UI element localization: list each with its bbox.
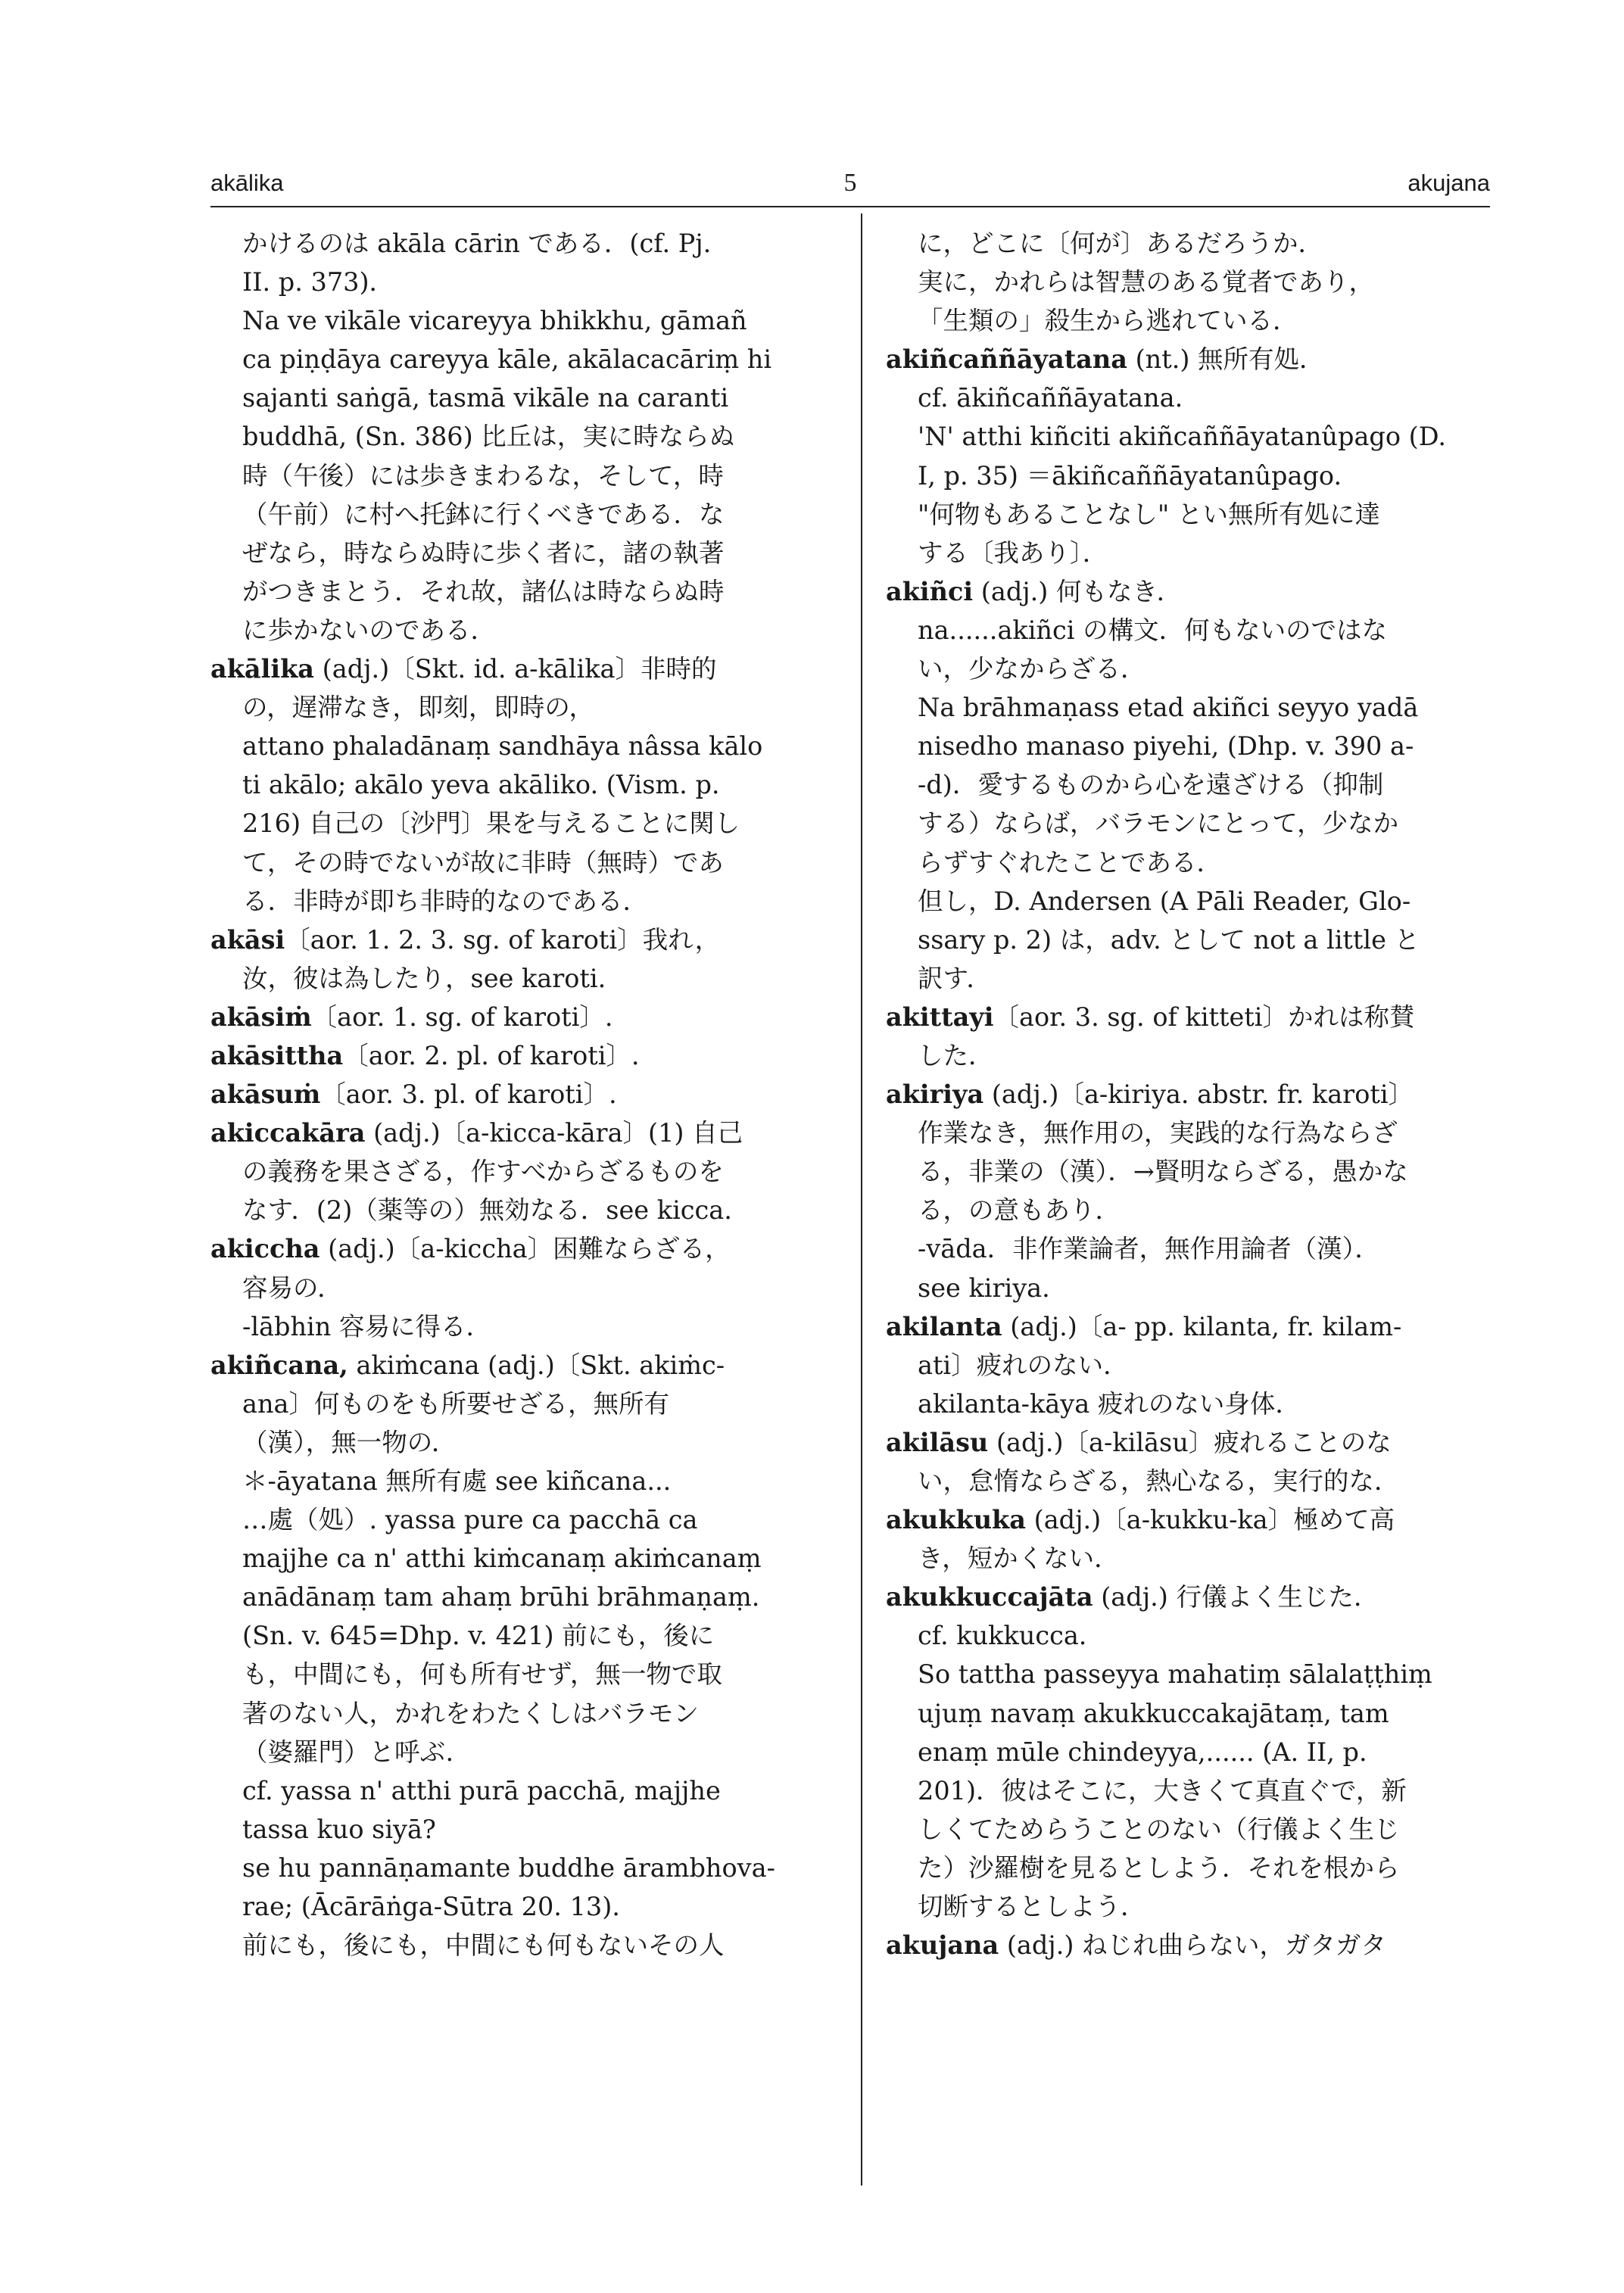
entry-headword-line: akiriya (adj.)〔a-kiriya. abstr. fr. karoti〕: [886, 1080, 1414, 1110]
text-line: の義務を果さざる，作すべからざるものを: [242, 1157, 724, 1187]
headword: akāsiṁ: [210, 1002, 312, 1032]
header-rule: [210, 206, 1490, 207]
entry-headword-line: akukkuccajāta (adj.) 行儀よく生じた．: [886, 1582, 1379, 1612]
text-line: 切断するとしよう．: [918, 1892, 1146, 1922]
text-line: 訳す．: [918, 963, 992, 993]
text-line: buddhā, (Sn. 386) 比丘は，実に時ならぬ: [242, 422, 735, 452]
text-line: ujuṃ navaṃ akukkuccakajātaṃ, tam: [918, 1698, 1389, 1728]
left-column: [210, 224, 815, 1964]
headword: akujana: [886, 1930, 999, 1961]
headword: akiriya: [886, 1080, 984, 1110]
entry-headword-line: akittayi〔aor. 3. sg. of kitteti〕かれは称賛: [886, 1002, 1415, 1032]
entry-headword-line: akiccha (adj.)〔a-kiccha〕困難ならざる，: [210, 1234, 731, 1264]
text-line: na......akiñci の構文．何もないのではな: [918, 615, 1388, 645]
text-line: て，その時でないが故に非時（無時）であ: [242, 847, 724, 877]
text-line: 但し，D. Andersen (A Pāli Reader, Glo-: [918, 886, 1411, 916]
left-guide-word: akālika: [210, 170, 284, 196]
text-line: majjhe ca n' atthi kiṁcanaṃ akiṁcanaṃ: [242, 1544, 762, 1574]
text-line: 201)．彼はそこに，大きくて真直ぐで，新: [918, 1775, 1407, 1805]
text-line: い，怠惰ならざる，熱心なる，実行的な．: [918, 1466, 1400, 1496]
text-line: た）沙羅樹を見るとしよう．それを根から: [918, 1852, 1400, 1883]
text-line: 作業なき，無作用の，実践的な行為ならざ: [918, 1118, 1398, 1148]
entry-headword-line: akilāsu (adj.)〔a-kilāsu〕疲れることのな: [886, 1427, 1392, 1457]
headword: akiñcana,: [210, 1350, 348, 1380]
text-line: enaṃ mūle chindeyya,...... (A. II, p.: [918, 1737, 1367, 1767]
text-line: する〔我あり〕．: [918, 537, 1108, 568]
text-line: した．: [918, 1040, 994, 1070]
text-line: se hu pannāṇamante buddhe ārambhova-: [242, 1852, 775, 1883]
headword: akāsuṁ: [210, 1080, 321, 1110]
headword: akiccha: [210, 1234, 320, 1264]
text-line: も，中間にも，何も所有せず，無一物で取: [242, 1659, 722, 1690]
text-line: cf. kukkucca.: [918, 1621, 1087, 1651]
headword: akilanta: [886, 1311, 1002, 1341]
entry-headword-line: akāsiṁ〔aor. 1. sg. of karoti〕.: [210, 1002, 613, 1032]
text-line: "何物もあることなし" とい無所有処に達: [918, 499, 1380, 529]
text-line: る．非時が即ち非時的なのである．: [242, 886, 648, 916]
text-line: nisedho manaso piyehi, (Dhp. v. 390 a-: [918, 731, 1414, 762]
text-line: I, p. 35) ＝ākiñcaññāyatanûpago.: [918, 460, 1342, 491]
text-line: （午前）に村へ托鉢に行くべきである．な: [242, 499, 725, 529]
headword: akittayi: [886, 1002, 994, 1032]
text-line: なす．(2)（薬等の）無効なる．see kicca.: [242, 1195, 732, 1226]
text-line: 時（午後）には歩きまわるな，そして，時: [242, 460, 724, 491]
right-column: [886, 224, 1490, 1964]
text-line: akilanta-kāya 疲れのない身体．: [918, 1388, 1301, 1419]
entry-headword-line: akiñci (adj.) 何もなき．: [886, 576, 1183, 606]
page-number: 5: [843, 169, 857, 197]
text-line: に歩かないのである．: [242, 615, 496, 645]
text-line: 「生類の」殺生から逃れている．: [918, 306, 1298, 336]
text-line: ati〕疲れのない．: [918, 1350, 1129, 1380]
text-line: る，非業の（漢）．→賢明ならざる，愚かな: [918, 1157, 1408, 1187]
text-line: ぜなら，時ならぬ時に歩く者に，諸の執著: [242, 537, 725, 568]
entry-headword-line: akilanta (adj.)〔a- pp. kilanta, fr. kilam-: [886, 1311, 1402, 1341]
text-line: 容易の．: [242, 1273, 343, 1303]
entry-headword-line: akāsuṁ〔aor. 3. pl. of karoti〕.: [210, 1080, 617, 1110]
text-line: see kiriya.: [918, 1273, 1050, 1303]
text-line: の，遅滞なき，即刻，即時の，: [242, 693, 594, 723]
headword: akilāsu: [886, 1427, 989, 1457]
text-line: tassa kuo siyā?: [242, 1814, 436, 1844]
text-line: II. p. 373)．: [242, 267, 395, 298]
text-line: 216) 自己の〔沙門〕果を与えることに関し: [242, 808, 740, 839]
text-line: かけるのは akāla cārin である．(cf. Pj.: [242, 229, 712, 258]
text-line: So tattha passeyya mahatiṃ sālalaṭṭhiṃ: [918, 1659, 1432, 1690]
text-line: 'N' atthi kiñciti akiñcaññāyatanûpago (D.: [918, 422, 1447, 452]
headword: akukkuccajāta: [886, 1582, 1093, 1612]
text-line: らずすぐれたことである．: [918, 847, 1222, 877]
entry-headword-line: akukkuka (adj.)〔a-kukku-ka〕極めて高: [886, 1505, 1395, 1535]
headword: akāsittha: [210, 1040, 344, 1070]
headword: akiccakāra: [210, 1118, 366, 1148]
text-line: ti akālo; akālo yeva akāliko. (Vism. p.: [242, 770, 720, 800]
text-line: がつきまとう．それ故，諸仏は時ならぬ時: [242, 576, 725, 606]
entry-headword-line: akiñcana, akiṁcana (adj.)〔Skt. akiṁc-: [210, 1350, 725, 1380]
entry-headword-line: akāsittha〔aor. 2. pl. of karoti〕.: [210, 1040, 640, 1070]
text-line: る，の意もあり．: [918, 1195, 1121, 1226]
text-line: しくてためらうことのない（行儀よく生じ: [918, 1814, 1400, 1844]
text-line: い，少なからざる．: [918, 654, 1146, 684]
entry-headword-line: akālika (adj.)〔Skt. id. a-kālika〕非時的: [210, 654, 717, 684]
text-line: 著のない人，かれをわたくしはバラモン: [242, 1698, 699, 1728]
entry-headword-line: akujana (adj.) ねじれ曲らない，ガタガタ: [886, 1930, 1387, 1961]
text-line: -d)．愛するものから心を遠ざける（抑制: [918, 770, 1384, 800]
headword: akāsi: [210, 924, 285, 955]
headword: akiñci: [886, 576, 974, 606]
text-line: ana〕何ものをも所要せざる，無所有: [242, 1388, 670, 1419]
text-line: する）ならば，バラモンにとって，少なか: [918, 808, 1399, 839]
headword: akukkuka: [886, 1505, 1026, 1535]
entry-headword-line: akāsi〔aor. 1. 2. 3. sg. of karoti〕我れ，: [210, 924, 721, 955]
text-line: ca piṇḍāya careyya kāle, akālacacāriṃ hi: [242, 344, 772, 375]
text-line: cf. ākiñcaññāyatana.: [918, 383, 1183, 413]
text-line: attano phaladānaṃ sandhāya nâssa kālo: [242, 731, 763, 762]
text-line: …處（処）. yassa pure ca pacchā ca: [242, 1505, 698, 1535]
right-guide-word: akujana: [1407, 170, 1490, 196]
entry-headword-line: akiñcaññāyatana (nt.) 無所有処．: [886, 344, 1325, 375]
headword: akiñcaññāyatana: [886, 344, 1127, 375]
text-line: （漢），無一物の．: [242, 1427, 457, 1457]
text-line: ＊-āyatana 無所有處 see kiñcana...: [242, 1466, 672, 1496]
text-line: ssary p. 2) は，adv. として not a little と: [918, 924, 1420, 955]
text-line: 前にも，後にも，中間にも何もないその人: [242, 1930, 725, 1961]
text-line: Na ve vikāle vicareyya bhikkhu, gāmañ: [242, 306, 747, 336]
text-line: き，短かくない．: [918, 1544, 1120, 1574]
text-line: 汝，彼は為したり，see karoti.: [242, 963, 606, 993]
entry-headword-line: akiccakāra (adj.)〔a-kicca-kāra〕(1) 自己: [210, 1118, 743, 1148]
text-line: rae; (Ācārāṅga-Sūtra 20. 13).: [242, 1892, 620, 1922]
text-line: （婆羅門）と呼ぶ．: [242, 1737, 472, 1767]
text-line: -vāda．非作業論者，無作用論者（漢）．: [918, 1234, 1380, 1264]
text-line: anādānaṃ tam ahaṃ brūhi brāhmaṇaṃ.: [242, 1582, 760, 1612]
page-header: [210, 168, 1490, 213]
text-line: に，どこに〔何が〕あるだろうか．: [918, 229, 1323, 258]
text-line: -lābhin 容易に得る．: [242, 1311, 491, 1341]
headword: akālika: [210, 654, 314, 684]
column-divider: [861, 213, 862, 2186]
text-line: sajanti saṅgā, tasmā vikāle na caranti: [242, 383, 729, 413]
text-line: 実に，かれらは智慧のある覚者であり，: [918, 267, 1374, 298]
text-line: Na brāhmaṇass etad akiñci seyyo yadā: [918, 693, 1419, 723]
text-line: cf. yassa n' atthi purā pacchā, majjhe: [242, 1775, 721, 1805]
text-line: (Sn. v. 645=Dhp. v. 421) 前にも，後に: [242, 1621, 715, 1651]
